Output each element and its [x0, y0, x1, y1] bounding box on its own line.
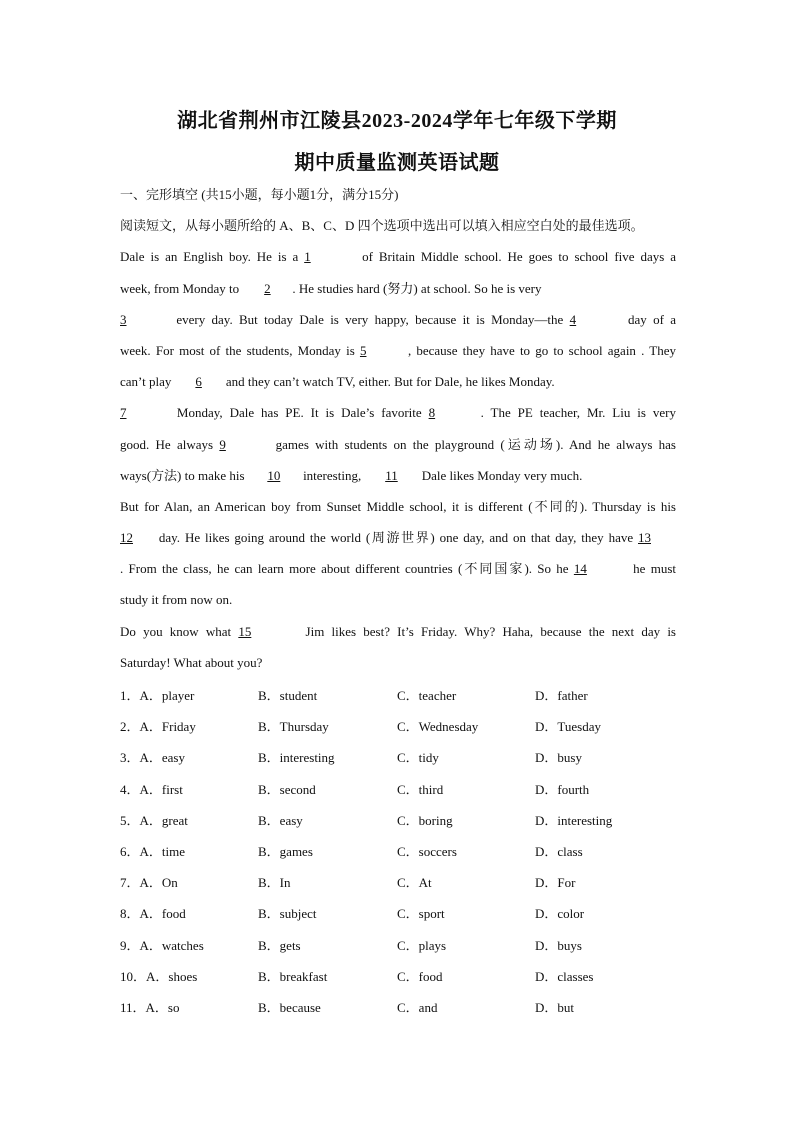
passage-line: study it from now on.: [120, 592, 233, 607]
blank-13: 13: [638, 530, 651, 545]
option-d: D．but: [535, 1000, 575, 1015]
option-row: [120, 779, 680, 797]
passage-line: [120, 560, 676, 578]
option-c: C．plays: [397, 938, 447, 953]
passage-line: But for Alan, an American boy from Sunset Middle school, it is different (不同的). Thursday is his: [120, 499, 676, 514]
passage-line: [120, 623, 676, 641]
option-d: D．fourth: [535, 782, 590, 797]
option-a: 2．A．Friday: [120, 719, 196, 734]
option-d: D．father: [535, 688, 588, 703]
option-b: B．second: [258, 782, 316, 797]
blank-12: 12: [120, 530, 133, 545]
option-c: C．tidy: [397, 750, 439, 765]
passage-text: games with students on the playground (运动场). And he always has: [269, 437, 676, 452]
passage-text: . He studies hard (努力) at school. So he is very: [292, 281, 542, 296]
option-c: C．and: [397, 1000, 438, 1015]
passage-text: week, from Monday to: [120, 281, 243, 296]
option-row: [120, 966, 680, 984]
option-row: [120, 903, 680, 921]
option-a: 7．A．On: [120, 875, 178, 890]
passage-text: Monday, Dale has PE. It is Dale’s favorite: [170, 405, 429, 420]
option-a: 8．A．food: [120, 906, 186, 921]
passage-line: [120, 436, 676, 454]
option-c: C．boring: [397, 813, 453, 828]
option-b: B．In: [258, 875, 291, 890]
option-d: D．classes: [535, 969, 594, 984]
section-heading: 一、完形填空 (共15小题，每小题1分，满分15分): [120, 187, 399, 202]
passage-text: Jim likes best? It’s Friday. Why? Haha, because the next day is: [298, 624, 676, 639]
option-d: D．For: [535, 875, 576, 890]
blank-11: 11: [385, 468, 398, 483]
passage-line: [120, 373, 676, 391]
option-row: [120, 685, 680, 703]
option-b: B．breakfast: [258, 969, 328, 984]
passage-line: [120, 280, 676, 298]
passage-text: and they can’t watch TV, either. But for Dale, he likes Monday.: [222, 374, 555, 389]
option-row: [120, 810, 680, 828]
option-row: [120, 716, 680, 734]
option-b: B．Thursday: [258, 719, 329, 734]
passage-text: day. He likes going around the world (周游世界) one day, and on that day, they have: [154, 530, 638, 545]
passage-line: [120, 404, 676, 422]
option-row: [120, 747, 680, 765]
option-b: B．student: [258, 688, 318, 703]
passage-text: Dale likes Monday very much.: [418, 468, 583, 483]
option-c: C．third: [397, 782, 444, 797]
option-row: [120, 935, 680, 953]
passage-text: interesting,: [299, 468, 365, 483]
passage-text: can’t play: [120, 374, 175, 389]
passage-text: . From the class, he can learn more about different countries (不同国家). So he: [120, 561, 574, 576]
option-c: C．teacher: [397, 688, 457, 703]
option-a: 9．A．watches: [120, 938, 204, 953]
passage-text: Dale is an English boy. He is a: [120, 249, 305, 264]
blank-15: 15: [238, 624, 252, 639]
option-b: B．subject: [258, 906, 317, 921]
option-a: 3．A．easy: [120, 750, 185, 765]
blank-6: 6: [195, 374, 202, 389]
option-row: [120, 872, 680, 890]
option-b: B．gets: [258, 938, 301, 953]
option-a: 11．A．so: [120, 1000, 180, 1015]
option-c: C．Wednesday: [397, 719, 479, 734]
blank-10: 10: [267, 468, 281, 483]
option-c: C．sport: [397, 906, 445, 921]
blank-14: 14: [573, 561, 587, 576]
option-b: B．easy: [258, 813, 303, 828]
passage-text: ways(方法) to make his: [120, 468, 248, 483]
option-d: D．Tuesday: [535, 719, 601, 734]
passage-text: good. He always: [120, 437, 220, 452]
passage-line: Saturday! What about you?: [120, 655, 263, 670]
blank-7: 7: [120, 405, 127, 420]
option-a: 1．A．player: [120, 688, 195, 703]
passage-text: he must: [627, 561, 676, 576]
page-subtitle: 期中质量监测英语试题: [294, 152, 500, 174]
passage-text: Do you know what: [120, 624, 239, 639]
passage-line: [120, 529, 676, 547]
option-b: B．interesting: [258, 750, 335, 765]
blank-5: 5: [359, 343, 367, 358]
option-d: D．interesting: [535, 813, 613, 828]
option-a: 6．A．time: [120, 844, 185, 859]
blank-3: 3: [120, 312, 127, 327]
passage-text: day of a: [621, 312, 676, 327]
option-row: [120, 841, 680, 859]
blank-8: 8: [428, 405, 436, 420]
option-c: C．At: [397, 875, 432, 890]
passage-text: , because they have to go to school again . They: [407, 343, 676, 358]
passage-text: of Britain Middle school. He goes to school five days a: [356, 249, 676, 264]
option-a: 10．A．shoes: [120, 969, 198, 984]
option-c: C．soccers: [397, 844, 457, 859]
passage-line: [120, 248, 676, 266]
option-d: D．buys: [535, 938, 582, 953]
option-row: [120, 997, 680, 1015]
option-c: C．food: [397, 969, 443, 984]
blank-9: 9: [219, 437, 226, 452]
passage-text: week. For most of the students, Monday is: [120, 343, 360, 358]
option-d: D．color: [535, 906, 585, 921]
blank-4: 4: [569, 312, 577, 327]
option-b: B．because: [258, 1000, 321, 1015]
blank-1: 1: [304, 249, 311, 264]
blank-2: 2: [264, 281, 271, 296]
option-d: D．class: [535, 844, 583, 859]
page-title: 湖北省荆州市江陵县2023-2024学年七年级下学期: [177, 110, 617, 132]
passage-line: [120, 311, 676, 329]
option-b: B．games: [258, 844, 313, 859]
passage-line: [120, 467, 676, 485]
passage-line: [120, 342, 676, 360]
instruction-text: 阅读短文，从每小题所给的 A、B、C、D 四个选项中选出可以填入相应空白处的最佳选项。: [120, 218, 644, 233]
option-d: D．busy: [535, 750, 582, 765]
passage-text: . The PE teacher, Mr. Liu is very: [480, 405, 676, 420]
passage-text: every day. But today Dale is very happy, because it is Monday—the: [170, 312, 570, 327]
option-a: 4．A．first: [120, 782, 183, 797]
option-a: 5．A．great: [120, 813, 188, 828]
